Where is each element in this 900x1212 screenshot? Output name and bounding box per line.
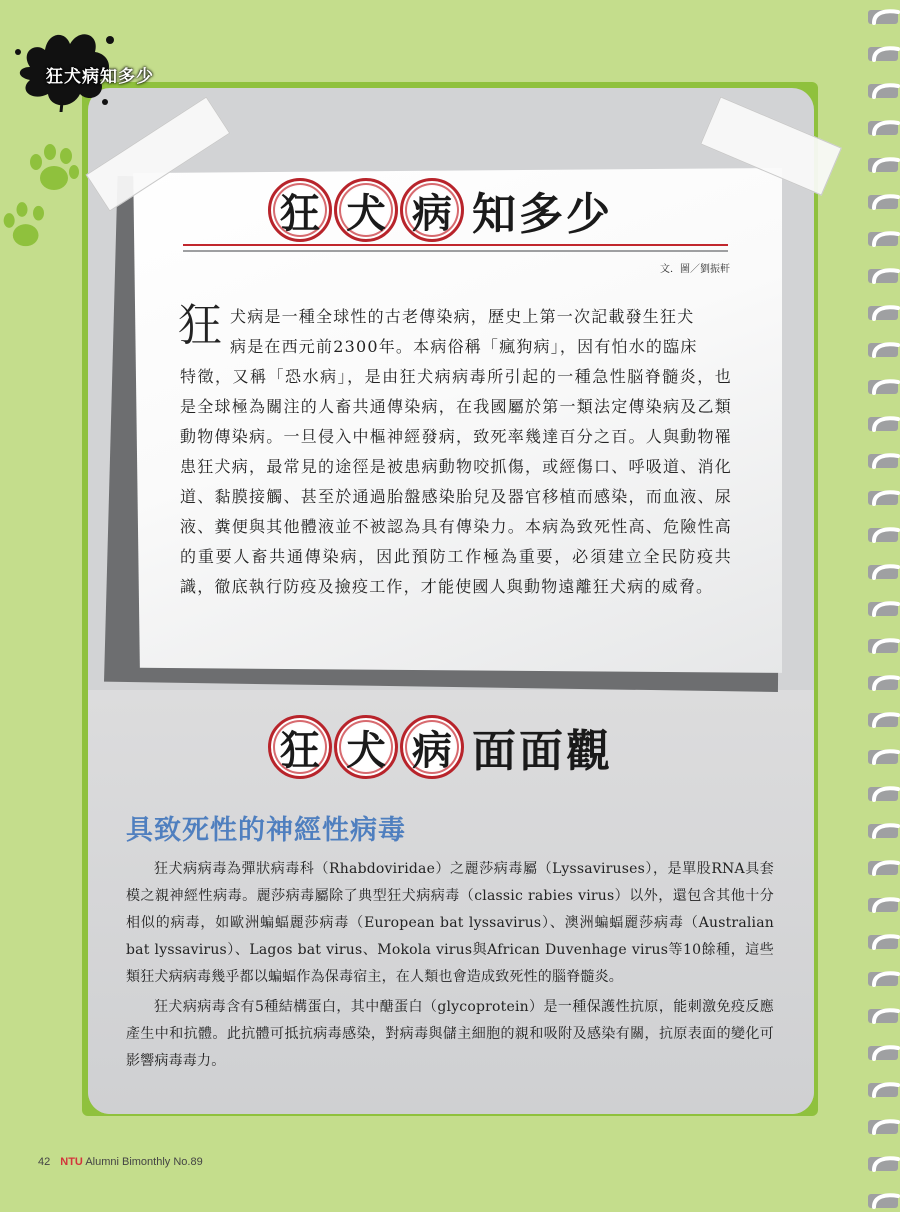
spiral-ring-icon xyxy=(864,746,900,768)
circled-character: 狂 xyxy=(268,178,332,242)
spiral-ring-icon xyxy=(864,191,900,213)
spiral-ring-icon xyxy=(864,561,900,583)
spiral-ring-icon xyxy=(864,1079,900,1101)
spiral-ring-icon xyxy=(864,1153,900,1175)
spiral-ring-icon xyxy=(864,450,900,472)
spiral-ring-icon xyxy=(864,894,900,916)
spiral-ring-icon xyxy=(864,1005,900,1027)
spiral-ring-icon xyxy=(864,635,900,657)
circled-character: 狂 xyxy=(268,715,332,779)
body-paragraph: 狂犬病病毒為彈狀病毒科（Rhabdoviridae）之麗莎病毒屬（Lyssaviruses），是單股RNA具套模之親神經性病毒。麗莎病毒屬除了典型狂犬病病毒（classic rabies virus）以外，還包含其他十分相似的病毒，如歐洲蝙蝠麗莎病毒（European bat lyssavirus）、澳洲蝙蝠麗莎病毒（Australian bat lyssavirus）、Lagos bat virus、Mokola virus與African Duvenhage virus等10餘種，這些類狂犬病病毒幾乎都以蝙蝠作為保毒宿主，在人類也會造成致死性的腦脊髓炎。 xyxy=(126,861,774,985)
spiral-binding xyxy=(864,0,900,1200)
intro-line: 病是在西元前2300年。本病俗稱「瘋狗病」，因有怕水的臨床 xyxy=(230,337,698,356)
spiral-ring-icon xyxy=(864,265,900,287)
title-text: 面面觀 xyxy=(472,726,613,777)
spiral-ring-icon xyxy=(864,1042,900,1064)
paw-print-icon xyxy=(22,140,82,200)
spiral-ring-icon xyxy=(864,6,900,28)
spiral-ring-icon xyxy=(864,820,900,842)
spiral-ring-icon xyxy=(864,968,900,990)
intro-body: 特徵，又稱「恐水病」，是由狂犬病病毒所引起的一種急性脳脊髓炎，也是全球極為關注的人畜共通傳染病，在我國屬於第一類法定傳染病及乙類動物傳染病。一旦侵入中樞神經發病，致死率幾達百分之百。人與動物罹患狂犬病，最常見的途徑是被患病動物咬抓傷，或經傷口、呼吸道、消化道、黏膜接觸、甚至於通過胎盤感染胎兒及器官移植而感染，而血液、尿液、糞便與其他體液並不被認為具有傳染力。本病為致死性高、危險性高的重要人畜共通傳染病，因此預防工作極為重要，必須建立全民防疫共識，徹底執行防疫及撿疫工作，才能使國人與動物遠離狂犬病的威脅。 xyxy=(180,367,732,596)
paw-print-icon xyxy=(0,196,55,256)
brand-name: NTU xyxy=(60,1156,83,1168)
subsection-heading: 具致死性的神經性病毒 xyxy=(126,815,406,846)
article-title xyxy=(268,178,613,242)
spiral-ring-icon xyxy=(864,117,900,139)
spiral-ring-icon xyxy=(864,524,900,546)
intro-paragraph xyxy=(180,302,732,602)
spiral-ring-icon xyxy=(864,302,900,324)
spiral-ring-icon xyxy=(864,339,900,361)
drop-cap: 狂 xyxy=(178,300,222,351)
circled-character: 病 xyxy=(400,715,464,779)
spiral-ring-icon xyxy=(864,672,900,694)
body-paragraph: 狂犬病病毒含有5種結構蛋白，其中醣蛋白（glycoprotein）是一種保護性抗原，能刺激免疫反應產生中和抗體。此抗體可抵抗病毒感染，對病毒與儲主細胞的親和吸附及感染有關，抗原表面的變化可影響病毒毒力。 xyxy=(126,999,774,1069)
spiral-ring-icon xyxy=(864,487,900,509)
spiral-ring-icon xyxy=(864,1190,900,1212)
section-tag: 狂犬病知多少 xyxy=(46,67,154,87)
divider xyxy=(183,250,728,252)
title-text: 知多少 xyxy=(472,189,613,240)
spiral-ring-icon xyxy=(864,709,900,731)
spiral-ring-icon xyxy=(864,228,900,250)
spiral-ring-icon xyxy=(864,598,900,620)
intro-line: 犬病是一種全球性的古老傳染病，歷史上第一次記載發生狂犬 xyxy=(230,307,695,326)
magazine-name: Alumni Bimonthly No.89 xyxy=(85,1156,203,1168)
divider xyxy=(183,244,728,246)
page-number: 42 xyxy=(38,1156,51,1168)
page-footer xyxy=(38,1156,203,1168)
section-title xyxy=(268,715,613,779)
spiral-ring-icon xyxy=(864,783,900,805)
spiral-ring-icon xyxy=(864,857,900,879)
circled-character: 病 xyxy=(400,178,464,242)
spiral-ring-icon xyxy=(864,154,900,176)
spiral-ring-icon xyxy=(864,80,900,102)
spiral-ring-icon xyxy=(864,43,900,65)
spiral-ring-icon xyxy=(864,1116,900,1138)
circled-character: 犬 xyxy=(334,178,398,242)
spiral-ring-icon xyxy=(864,413,900,435)
byline: 文．圖／劉振軒 xyxy=(660,264,730,275)
circled-character: 犬 xyxy=(334,715,398,779)
spiral-ring-icon xyxy=(864,376,900,398)
spiral-ring-icon xyxy=(864,931,900,953)
